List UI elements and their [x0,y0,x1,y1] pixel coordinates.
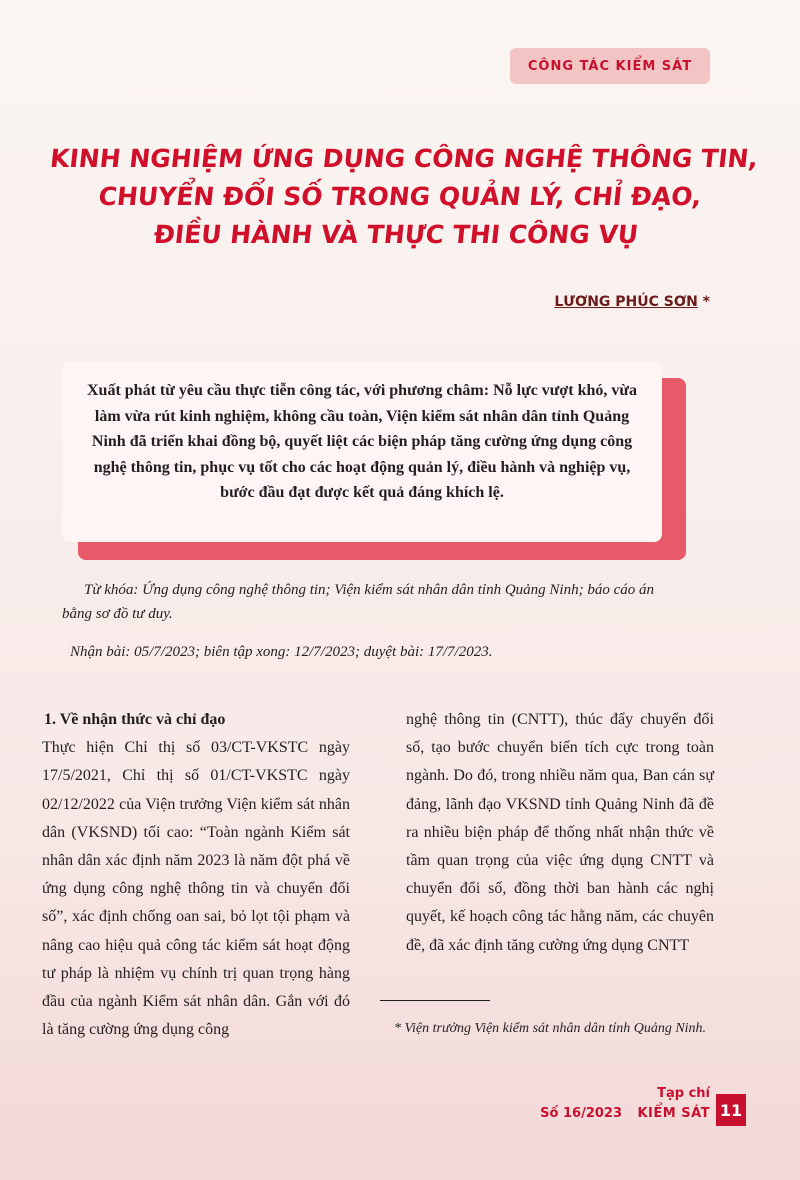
footnote-rule [380,1000,490,1001]
abstract-box: Xuất phát từ yêu cầu thực tiễn công tác, với phương châm: Nỗ lực vượt khó, vừa làm vừa rút kinh nghiệm, không cầu toàn, Viện kiểm sát nhân dân tỉnh Quảng Ninh đã triển khai đồng bộ, quyết liệt các biện pháp tăng cường ứng dụng công nghệ thông tin, phục vụ tốt cho các hoạt động quản lý, điều hành và nghiệp vụ, bước đầu đạt được kết quả đáng khích lệ. [62,362,662,542]
magazine-name: KIỂM SÁT [637,1106,710,1121]
title-line: CHUYỂN ĐỔI SỐ TRONG QUẢN LÝ, CHỈ ĐẠO, [97,182,703,211]
body-paragraph: Thực hiện Chỉ thị số 03/CT-VKSTC ngày 17/5/2021, Chỉ thị số 01/CT-VKSTC ngày 02/12/2022 của Viện trưởng Viện kiểm sát nhân dân (VKSND) tối cao: “Toàn ngành Kiểm sát nhân dân xác định năm 2023 là năm đột phá về ứng dụng công nghệ thông tin và chuyển đổi số”, xác định chống oan sai, bỏ lọt tội phạm và nâng cao hiệu quả công tác kiểm sát hoạt động tư pháp là nhiệm vụ chính trị quan trọng hàng đầu của ngành Kiểm sát nhân dân. Gắn với đó là tăng cường ứng dụng công [42,739,350,1039]
page-number: 11 [716,1094,746,1126]
section-tag: CÔNG TÁC KIỂM SÁT [510,48,710,84]
section-heading: 1. Về nhận thức và chỉ đạo [44,711,226,728]
title-line: KINH NGHIỆM ỨNG DỤNG CÔNG NGHỆ THÔNG TIN, [48,144,760,173]
author-name: LƯƠNG PHÚC SƠN [554,294,698,310]
magazine-label: Tạp chí [657,1086,710,1101]
author-footnote-mark: * [697,294,710,310]
title-line: ĐIỀU HÀNH VÀ THỰC THI CÔNG VỤ [152,220,640,249]
article-title [34,140,766,254]
received-dates: Nhận bài: 05/7/2023; biên tập xong: 12/7/2023; duyệt bài: 17/7/2023. [70,644,493,660]
author-byline [554,294,710,310]
body-paragraph: nghệ thông tin (CNTT), thúc đẩy chuyển đổi số, tạo bước chuyển biến tích cực trong toàn ngành. Do đó, trong nhiều năm qua, Ban cán sự đảng, lãnh đạo VKSND tỉnh Quảng Ninh đã đề ra nhiều biện pháp để thống nhất nhận thức về tầm quan trọng của việc ứng dụng CNTT và chuyển đổi số, đồng thời ban hành các nghị quyết, kế hoạch công tác hằng năm, các chuyên đề, đã xác định tăng cường ứng dụng CNTT [406,711,714,954]
issue-number: Số 16/2023 [540,1106,622,1121]
column-right [406,706,714,960]
footnote: * Viện trưởng Viện kiểm sát nhân dân tỉnh Quảng Ninh. [394,1021,707,1036]
column-left [42,706,350,1044]
keywords: Từ khóa: Ứng dụng công nghệ thông tin; Viện kiểm sát nhân dân tỉnh Quảng Ninh; báo cáo án bằng sơ đồ tư duy. [62,582,654,622]
